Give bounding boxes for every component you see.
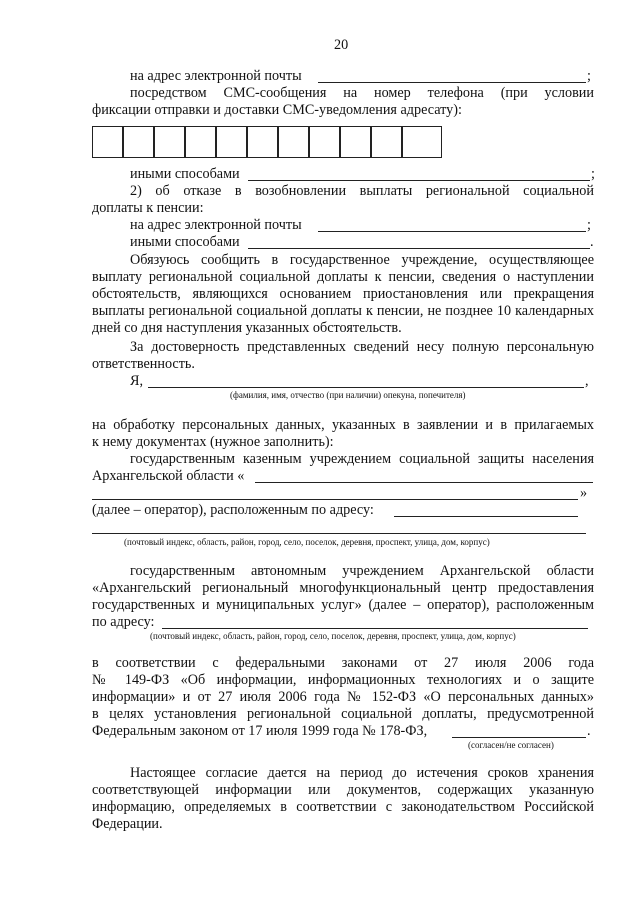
text-line: Обязуюсь сообщить в государственное учреждение, осуществляющее xyxy=(130,252,594,268)
refusal-line: 2) об отказе в возобновлении выплаты региональной социальной xyxy=(130,183,594,199)
guardian-name-field[interactable] xyxy=(148,387,584,388)
text-line: Настоящее согласие дается на период до истечения сроков хранения xyxy=(130,765,594,781)
operator-1-name-field[interactable] xyxy=(255,482,593,483)
page-number: 20 xyxy=(334,37,349,53)
text-line: в соответствии с федеральными законами от 27 июля 2006 года xyxy=(92,655,594,671)
phone-digit-box[interactable] xyxy=(154,126,185,158)
email-end-2: ; xyxy=(587,217,591,233)
phone-digit-box[interactable] xyxy=(185,126,216,158)
email-field[interactable] xyxy=(318,82,586,83)
text-line: дней со дня наступления указанных обстоятельств. xyxy=(92,320,402,336)
email-field-2[interactable] xyxy=(318,231,586,232)
text-line: к нему документах (нужное заполнить): xyxy=(92,434,334,450)
email-label: на адрес электронной почты xyxy=(130,68,302,84)
phone-digit-box[interactable] xyxy=(340,126,371,158)
email-end: ; xyxy=(587,68,591,84)
phone-digit-box[interactable] xyxy=(309,126,340,158)
text-line: Федерации. xyxy=(92,816,163,832)
text-line: в целях установления региональной социальной доплаты, предусмотренной xyxy=(92,706,594,722)
text-line: государственных и муниципальных услуг» (далее – оператор), расположенным xyxy=(92,597,594,613)
phone-digit-box[interactable] xyxy=(247,126,278,158)
consent-end: . xyxy=(587,723,591,739)
text-line: информацию, определяемых в соответствии с законодательством Российской xyxy=(92,799,594,815)
operator-1-name-field-2[interactable] xyxy=(92,499,578,500)
consent-hint: (согласен/не согласен) xyxy=(468,740,554,750)
operator-1-line-2: Архангельской области « xyxy=(92,468,245,484)
text-line: соответствующей информации или документов, содержащих указанную xyxy=(92,782,594,798)
text-line: За достоверность представленных сведений несу полную персональную xyxy=(130,339,594,355)
other-ways-label: иными способами xyxy=(130,166,240,182)
text-line: Федеральным законом от 17 июля 1999 года № 178-ФЗ, xyxy=(92,723,428,739)
phone-digit-box[interactable] xyxy=(92,126,123,158)
refusal-line-2: доплаты к пенсии: xyxy=(92,200,204,216)
other-ways-field-2[interactable] xyxy=(248,248,590,249)
operator-1-line: государственным казенным учреждением социальной защиты населения xyxy=(130,451,594,467)
text-line: на обработку персональных данных, указанных в заявлении и в прилагаемых xyxy=(92,417,594,433)
operator-1-close-quote: » xyxy=(580,485,588,501)
address-hint-1: (почтовый индекс, область, район, город, село, поселок, деревня, проспект, улица, дом, корпус) xyxy=(124,537,490,547)
operator-2-address-field[interactable] xyxy=(162,628,588,629)
text-line: по адресу: xyxy=(92,614,155,630)
text-line: выплаты региональной социальной доплаты к пенсии, не позднее 10 календарных xyxy=(92,303,594,319)
phone-digit-box[interactable] xyxy=(123,126,154,158)
text-line: выплату региональной социальной доплаты к пенсии, сведения о наступлении xyxy=(92,269,594,285)
other-ways-label-2: иными способами xyxy=(130,234,240,250)
text-line: ответственность. xyxy=(92,356,195,372)
i-label: Я, xyxy=(130,373,144,389)
operator-1-address-label: (далее – оператор), расположенным по адресу: xyxy=(92,502,374,518)
address-hint-2: (почтовый индекс, область, район, город, село, поселок, деревня, проспект, улица, дом, корпус) xyxy=(150,631,516,641)
other-ways-end-2: . xyxy=(590,234,594,250)
guardian-name-hint: (фамилия, имя, отчество (при наличии) опекуна, попечителя) xyxy=(230,390,466,400)
text-line: № 149-ФЗ «Об информации, информационных технологиях и о защите xyxy=(92,672,594,688)
phone-digit-box[interactable] xyxy=(402,126,442,158)
operator-1-address-field-2[interactable] xyxy=(92,533,586,534)
text-line: государственным автономным учреждением Архангельской области xyxy=(130,563,594,579)
sms-line: посредством СМС-сообщения на номер телефона (при условии xyxy=(130,85,594,101)
text-line: информации» и от 27 июля 2006 года № 152-ФЗ «О персональных данных» xyxy=(92,689,594,705)
i-end: , xyxy=(585,373,589,389)
consent-field[interactable] xyxy=(452,737,586,738)
email-label-2: на адрес электронной почты xyxy=(130,217,302,233)
phone-digit-box[interactable] xyxy=(278,126,309,158)
operator-1-address-field[interactable] xyxy=(394,516,578,517)
phone-digit-box[interactable] xyxy=(371,126,402,158)
text-line: обстоятельств, являющихся основанием приостановления или прекращения xyxy=(92,286,594,302)
sms-line-2: фиксации отправки и доставки СМС-уведомления адресату): xyxy=(92,102,462,118)
other-ways-end: ; xyxy=(591,166,595,182)
phone-digit-box[interactable] xyxy=(216,126,247,158)
other-ways-field[interactable] xyxy=(248,180,590,181)
text-line: «Архангельский региональный многофункциональный центр предоставления xyxy=(92,580,594,596)
